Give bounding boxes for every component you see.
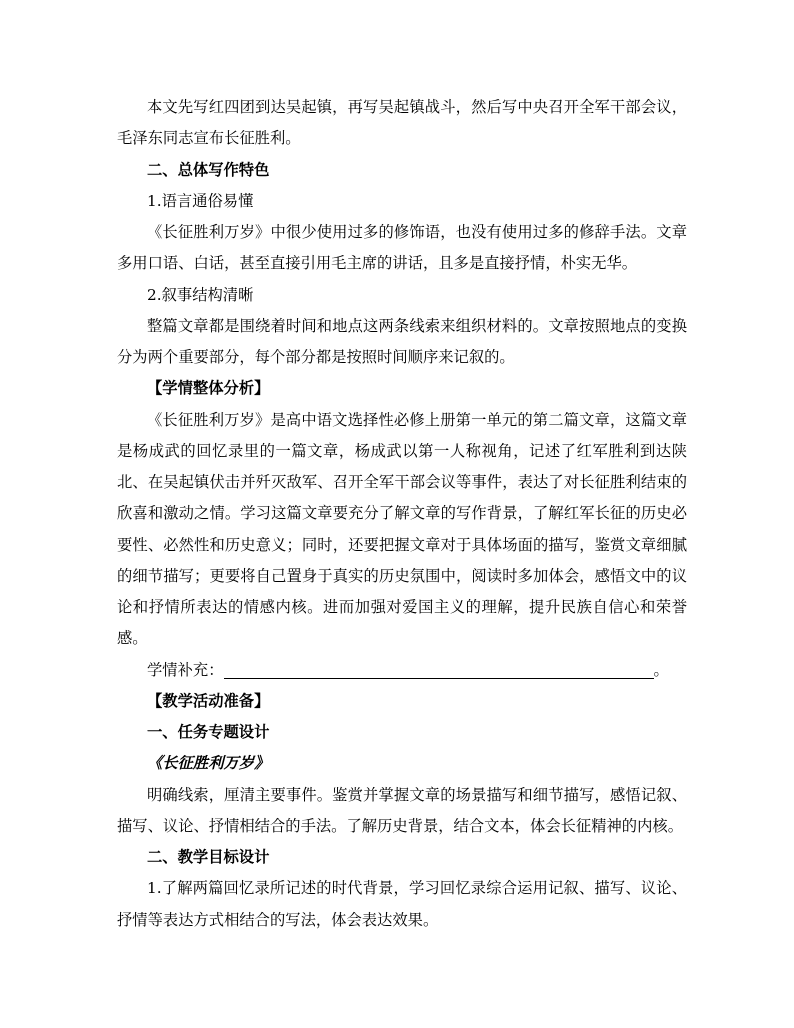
summary-paragraph: 本文先写红四团到达吴起镇，再写吴起镇战斗，然后写中央召开全军干部会议，毛泽东同志宣布长征胜利。: [117, 98, 687, 148]
language-paragraph: 《长征胜利万岁》中很少使用过多的修饰语，也没有使用过多的修辞手法。文章多用口语、白话，甚至直接引用毛主席的讲话，且多是直接抒情，朴实无华。: [117, 223, 687, 273]
heading-structure: 2.叙事结构清晰: [147, 285, 254, 304]
heading-language: 1.语言通俗易懂: [147, 191, 254, 210]
heading-article-title: 《长征胜利万岁》: [147, 754, 270, 773]
supplement-end: 。: [653, 660, 669, 679]
structure-paragraph: 整篇文章都是围绕着时间和地点这两条线索来组织材料的。文章按照地点的变换分为两个重要部分，每个部分都是按照时间顺序来记叙的。: [117, 316, 687, 366]
supplement-label: 学情补充：: [147, 660, 224, 679]
heading-overall-features: 二、总体写作特色: [147, 160, 270, 179]
student-supplement-line: [117, 655, 687, 686]
heading-task-design: 一、任务专题设计: [147, 723, 270, 741]
student-analysis-paragraph: 《长征胜利万岁》是高中语文选择性必修上册第一单元的第二篇文章，这篇文章是杨成武的回忆录里的一篇文章，杨成武以第一人称视角，记述了红军胜利到达陕北、在吴起镇伏击并歼灭敌军、召开全军干部会议等事件，表达了对长征胜利结束的欣喜和激动之情。学习这篇文章要充分了解文章的写作背景，了解红军长征的历史必要性、必然性和历史意义；同时，还要把握文章对于具体场面的描写，鉴赏文章细腻的细节描写；更要将自己置身于真实的历史氛围中，阅读时多加体会，感悟文中的议论和抒情所表达的情感内核。进而加强对爱国主义的理解，提升民族自信心和荣誉感。: [117, 410, 687, 648]
heading-activity-prep: 【教学活动准备】: [147, 691, 270, 710]
task-paragraph: 明确线索，厘清主要事件。鉴赏并掌握文章的场景描写和细节描写，感悟记叙、描写、议论、抒情相结合的手法。了解历史背景，结合文本，体会长征精神的内核。: [117, 785, 687, 835]
heading-goal-design: 二、教学目标设计: [147, 848, 270, 866]
document-page: [117, 92, 687, 936]
goal-paragraph-1: 1.了解两篇回忆录所记述的时代背景，学习回忆录综合运用记叙、描写、议论、抒情等表达方式相结合的写法，体会表达效果。: [117, 879, 687, 929]
heading-student-analysis: 【学情整体分析】: [147, 379, 270, 398]
supplement-blank[interactable]: [224, 660, 654, 679]
